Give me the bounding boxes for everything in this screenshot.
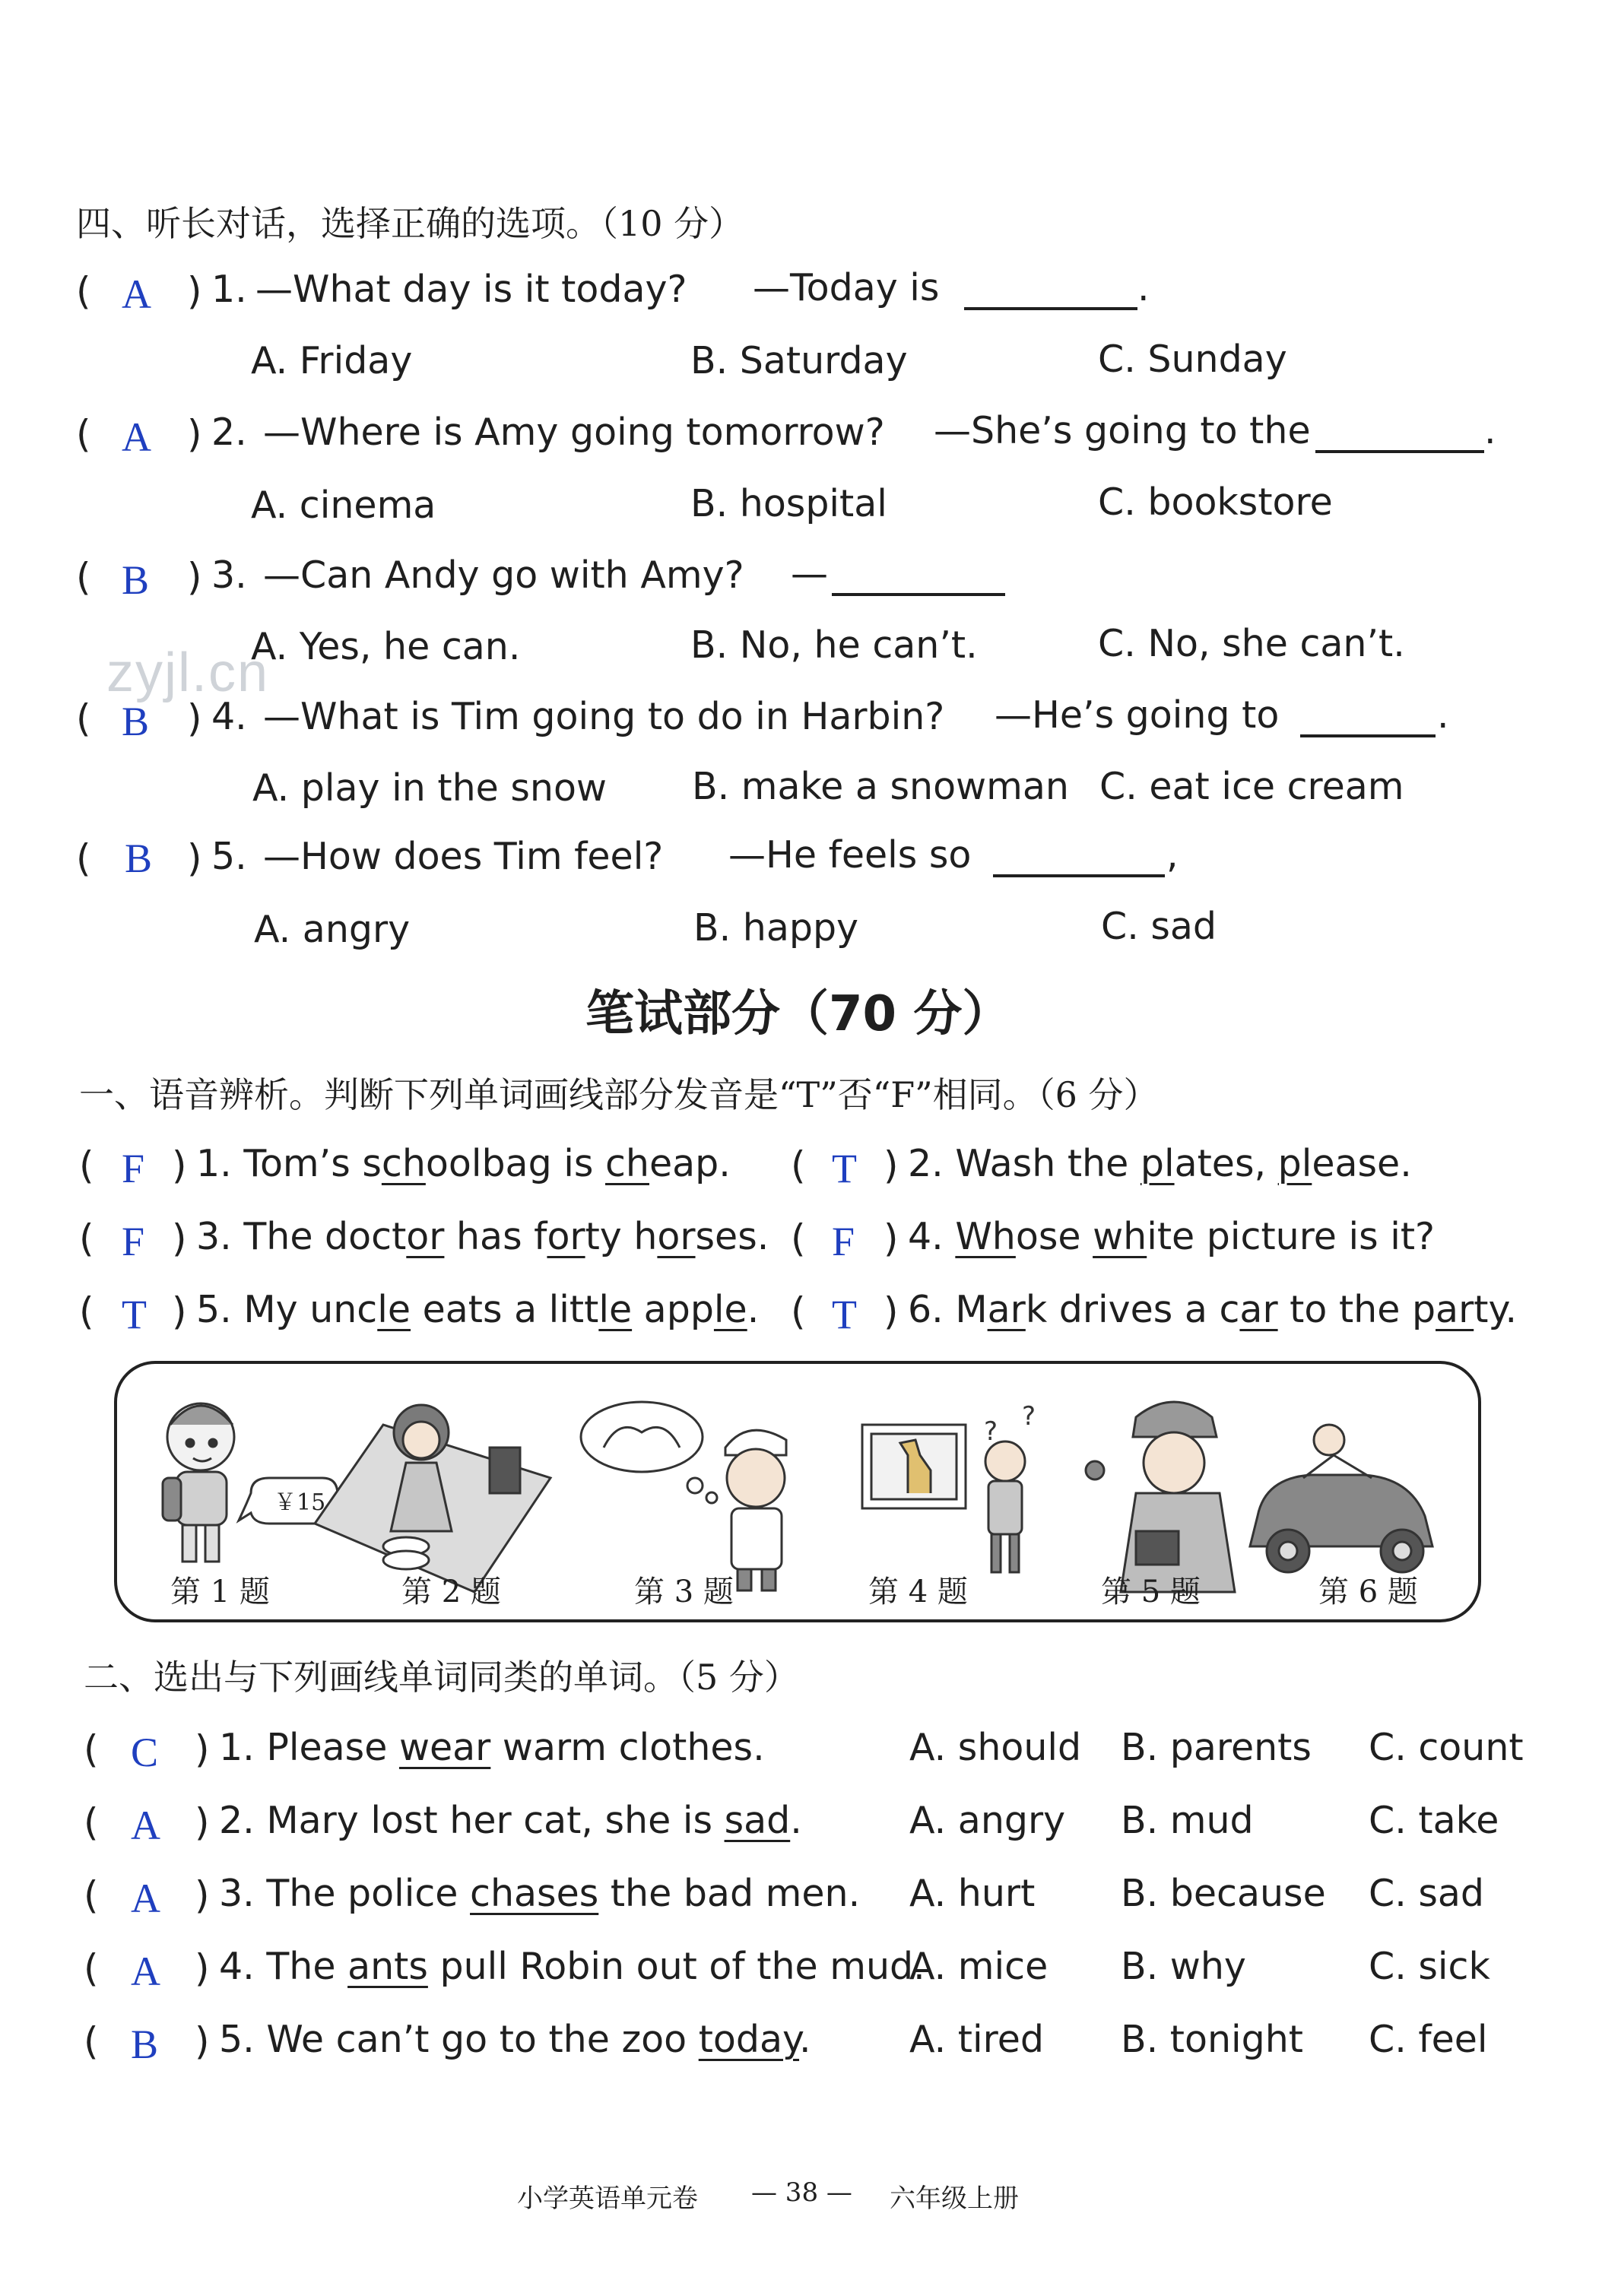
- answer-bracket: ): [187, 836, 202, 880]
- text-segment: M: [955, 1288, 988, 1331]
- option-c: C. bookstore: [1098, 480, 1333, 524]
- answer-bracket: (: [76, 555, 91, 599]
- category-sentence: [219, 1945, 925, 1988]
- option-c: C. sad: [1101, 905, 1217, 948]
- question-number: 5.: [219, 2018, 255, 2061]
- answer-bracket: (: [84, 1946, 99, 1990]
- answer-mark: F: [122, 1219, 145, 1264]
- answer-bracket: ): [187, 555, 202, 599]
- answer-mark: A: [131, 1949, 160, 1994]
- option-b: B. No, he can’t.: [690, 623, 978, 667]
- text-segment: warm clothes.: [490, 1726, 765, 1769]
- text-segment: Tom’s s: [243, 1142, 382, 1185]
- underlined-letters: pl: [1277, 1142, 1312, 1185]
- text-segment: ses.: [695, 1215, 769, 1258]
- option-c: C. feel: [1369, 2018, 1488, 2061]
- answer-mark: B: [125, 836, 153, 881]
- text-segment: to the p: [1277, 1288, 1436, 1331]
- text-segment: k drives a c: [1025, 1288, 1240, 1331]
- answer-bracket: ): [172, 1216, 187, 1261]
- answer-bracket: (: [79, 1143, 94, 1188]
- response-text: —Today is: [753, 266, 940, 309]
- answer-bracket: (: [76, 412, 91, 456]
- option-a: A. should: [909, 1726, 1082, 1769]
- underlined-letters: ch: [381, 1142, 426, 1185]
- response-text: —He feels so: [728, 833, 972, 877]
- caption-6: 第 6 题: [1318, 1575, 1418, 1609]
- phonics-sentence: [196, 1142, 731, 1185]
- text-segment: Wash the: [955, 1142, 1141, 1185]
- answer-bracket: ): [187, 269, 202, 313]
- question-number: 2.: [211, 411, 247, 454]
- underlined-word: chases: [470, 1872, 599, 1915]
- illustrations: [117, 1364, 1478, 1619]
- answer-bracket: (: [84, 1873, 99, 1917]
- option-b: B. hospital: [690, 482, 887, 525]
- text-segment: app: [632, 1288, 714, 1331]
- footer-book-title: 小学英语单元卷: [517, 2183, 698, 2214]
- question-number: 4.: [211, 695, 247, 738]
- answer-bracket: ): [172, 1289, 187, 1334]
- underlined-letters: wh: [1093, 1215, 1147, 1258]
- answer-mark: A: [131, 1876, 160, 1921]
- phonics-sentence: [196, 1215, 769, 1258]
- text-segment: .: [747, 1288, 760, 1331]
- answer-bracket: (: [79, 1216, 94, 1261]
- underlined-word: today: [698, 2018, 800, 2061]
- answer-bracket: ): [195, 1946, 210, 1990]
- option-c: C. eat ice cream: [1099, 765, 1404, 808]
- option-b: B. because: [1121, 1872, 1326, 1915]
- option-a: A. angry: [254, 908, 411, 951]
- phonics-heading: 一、语音辨析。判断下列单词画线部分发音是“T”否“F”相同。（6 分）: [79, 1074, 1159, 1115]
- answer-blank: [832, 593, 1005, 596]
- option-a: A. play in the snow: [252, 766, 608, 810]
- text-segment: pull Robin out of the mud.: [427, 1945, 925, 1988]
- answer-mark: B: [122, 699, 150, 744]
- underlined-letters: Wh: [955, 1215, 1016, 1258]
- text-segment: has f: [444, 1215, 547, 1258]
- answer-mark: F: [832, 1219, 855, 1264]
- caption-4: 第 4 题: [868, 1575, 968, 1609]
- text-segment: ite picture is it?: [1147, 1215, 1436, 1258]
- sentence-end: .: [1437, 693, 1449, 737]
- underlined-word: sad: [724, 1799, 791, 1842]
- doctor-thinking-horses-illustration: [581, 1402, 786, 1590]
- answer-blank: [1315, 450, 1484, 453]
- answer-bracket: ): [195, 1873, 210, 1917]
- price-tag: ￥15: [274, 1489, 326, 1516]
- underlined-letters: or: [406, 1215, 445, 1258]
- text-segment: oolbag is: [425, 1142, 605, 1185]
- question-number: 6.: [908, 1288, 944, 1331]
- underlined-letters: le: [713, 1288, 747, 1331]
- answer-bracket: (: [79, 1289, 94, 1334]
- underlined-letters: ch: [604, 1142, 649, 1185]
- question-text: —Can Andy go with Amy?: [263, 553, 744, 597]
- option-c: C. count: [1369, 1726, 1524, 1769]
- question-number: 1.: [196, 1142, 232, 1185]
- answer-bracket: (: [791, 1216, 806, 1261]
- phonics-sentence: [908, 1288, 1517, 1331]
- answer-mark: A: [122, 271, 151, 317]
- question-number: 3.: [211, 553, 247, 597]
- svg-text:?: ?: [984, 1416, 998, 1447]
- answer-blank: [1300, 734, 1436, 737]
- sentence-end: ,: [1166, 833, 1179, 877]
- text-segment: ty.: [1474, 1288, 1518, 1331]
- category-sentence: [219, 2018, 811, 2061]
- question-number: 4.: [219, 1945, 255, 1988]
- caption-2: 第 2 题: [401, 1575, 501, 1609]
- question-number: 2.: [908, 1142, 944, 1185]
- option-a: A. hurt: [909, 1872, 1036, 1915]
- underlined-letters: or: [547, 1215, 585, 1258]
- option-a: A. Yes, he can.: [251, 625, 521, 668]
- text-segment: The doct: [243, 1215, 407, 1258]
- answer-mark: T: [832, 1292, 857, 1337]
- text-segment: My unc: [243, 1288, 378, 1331]
- underlined-word: wear: [398, 1726, 491, 1769]
- phonics-sentence: [196, 1288, 759, 1331]
- option-b: B. make a snowman: [692, 765, 1069, 808]
- text-segment: .: [799, 2018, 811, 2061]
- text-segment: the bad men.: [598, 1872, 861, 1915]
- underlined-letters: ar: [1436, 1288, 1474, 1331]
- question-number: 5.: [196, 1288, 232, 1331]
- option-a: A. cinema: [251, 484, 436, 527]
- footer-grade: 六年级上册: [890, 2183, 1019, 2214]
- option-c: C. sick: [1369, 1945, 1490, 1988]
- answer-bracket: ): [187, 696, 202, 740]
- question-text: —How does Tim feel?: [263, 835, 664, 878]
- caption-1: 第 1 题: [170, 1575, 270, 1609]
- text-segment: ates,: [1174, 1142, 1278, 1185]
- answer-bracket: (: [84, 1800, 99, 1844]
- phonics-sentence: [908, 1215, 1435, 1258]
- car-illustration: [1250, 1425, 1432, 1572]
- category-sentence: [219, 1799, 802, 1842]
- question-text: —Where is Amy going tomorrow?: [263, 411, 885, 454]
- answer-mark: A: [122, 414, 151, 460]
- option-c: C. sad: [1369, 1872, 1485, 1915]
- underlined-word: ants: [347, 1945, 428, 1988]
- underlined-letters: ar: [987, 1288, 1026, 1331]
- text-segment: Mary lost her cat, she is: [266, 1799, 725, 1842]
- category-sentence: [219, 1726, 765, 1769]
- answer-mark: A: [131, 1803, 160, 1848]
- answer-bracket: (: [76, 836, 91, 880]
- text-segment: eap.: [649, 1142, 731, 1185]
- underlined-letters: le: [598, 1288, 633, 1331]
- response-text: —: [791, 552, 828, 595]
- girl-washing-plates-illustration: [315, 1405, 550, 1592]
- question-number: 1.: [219, 1726, 255, 1769]
- text-segment: ose: [1015, 1215, 1093, 1258]
- svg-text:?: ?: [1022, 1401, 1036, 1432]
- response-text: —He’s going to: [995, 693, 1280, 737]
- answer-mark: T: [122, 1292, 147, 1337]
- question-number: 3.: [219, 1872, 255, 1915]
- answer-bracket: (: [76, 269, 91, 313]
- sentence-end: .: [1137, 266, 1150, 309]
- answer-bracket: ): [172, 1143, 187, 1188]
- caption-3: 第 3 题: [634, 1575, 734, 1609]
- option-a: A. angry: [909, 1799, 1066, 1842]
- caption-5: 第 5 题: [1101, 1575, 1201, 1609]
- underlined-letters: pl: [1140, 1142, 1175, 1185]
- underlined-letters: or: [657, 1215, 696, 1258]
- question-number: 4.: [908, 1215, 944, 1258]
- boy-with-price-illustration: [163, 1403, 338, 1562]
- answer-mark: B: [131, 2022, 159, 2067]
- footer-page-number: — 38 —: [751, 2177, 852, 2208]
- text-segment: The: [266, 1945, 348, 1988]
- option-b: B. parents: [1121, 1726, 1312, 1769]
- answer-bracket: (: [791, 1143, 806, 1188]
- answer-bracket: ): [187, 412, 202, 456]
- option-c: C. take: [1369, 1799, 1499, 1842]
- category-heading: 二、选出与下列画线单词同类的单词。（5 分）: [84, 1657, 799, 1698]
- answer-bracket: ): [884, 1216, 899, 1261]
- underlined-letters: le: [377, 1288, 411, 1331]
- answer-mark: C: [131, 1730, 159, 1775]
- written-part-title: 笔试部分（70 分）: [585, 986, 1011, 1042]
- question-text: —What is Tim going to do in Harbin?: [263, 695, 945, 738]
- watermark: zyjl.cn: [106, 642, 270, 703]
- picture-panel: [114, 1361, 1481, 1622]
- man-with-apple-illustration: [1086, 1402, 1235, 1592]
- answer-blank: [964, 307, 1137, 310]
- option-b: B. why: [1121, 1945, 1246, 1988]
- option-b: B. tonight: [1121, 2018, 1303, 2061]
- category-sentence: [219, 1872, 860, 1915]
- text-segment: The police: [266, 1872, 471, 1915]
- giraffe-picture-girl-illustration: [862, 1401, 1036, 1572]
- question-number: 1.: [211, 268, 247, 311]
- listening-heading: 四、听长对话，选择正确的选项。（10 分）: [76, 203, 744, 244]
- answer-bracket: ): [195, 1727, 210, 1771]
- answer-bracket: ): [195, 2019, 210, 2063]
- option-a: A. Friday: [251, 339, 413, 382]
- answer-bracket: ): [884, 1143, 899, 1188]
- question-text: —What day is it today?: [255, 268, 687, 311]
- answer-bracket: ): [195, 1800, 210, 1844]
- option-c: C. No, she can’t.: [1098, 622, 1405, 665]
- text-segment: ease.: [1312, 1142, 1412, 1185]
- option-b: B. mud: [1121, 1799, 1254, 1842]
- answer-bracket: (: [84, 2019, 99, 2063]
- response-text: —She’s going to the: [934, 409, 1311, 452]
- option-a: A. tired: [909, 2018, 1044, 2061]
- text-segment: Please: [266, 1726, 399, 1769]
- phonics-sentence: [908, 1142, 1412, 1185]
- text-segment: ty h: [585, 1215, 658, 1258]
- answer-bracket: (: [76, 696, 91, 740]
- answer-mark: F: [122, 1146, 145, 1191]
- text-segment: .: [790, 1799, 802, 1842]
- text-segment: We can’t go to the zoo: [266, 2018, 699, 2061]
- option-a: A. mice: [909, 1945, 1049, 1988]
- question-number: 5.: [211, 835, 247, 878]
- answer-bracket: ): [884, 1289, 899, 1334]
- text-segment: eats a litt: [411, 1288, 599, 1331]
- question-number: 2.: [219, 1799, 255, 1842]
- answer-mark: B: [122, 557, 150, 603]
- underlined-letters: ar: [1239, 1288, 1278, 1331]
- answer-blank: [993, 874, 1165, 877]
- answer-bracket: (: [791, 1289, 806, 1334]
- option-b: B. happy: [693, 906, 859, 950]
- answer-bracket: (: [84, 1727, 99, 1771]
- answer-mark: T: [832, 1146, 857, 1191]
- option-b: B. Saturday: [690, 339, 908, 382]
- question-number: 3.: [196, 1215, 232, 1258]
- sentence-end: .: [1484, 409, 1496, 452]
- option-c: C. Sunday: [1098, 338, 1287, 381]
